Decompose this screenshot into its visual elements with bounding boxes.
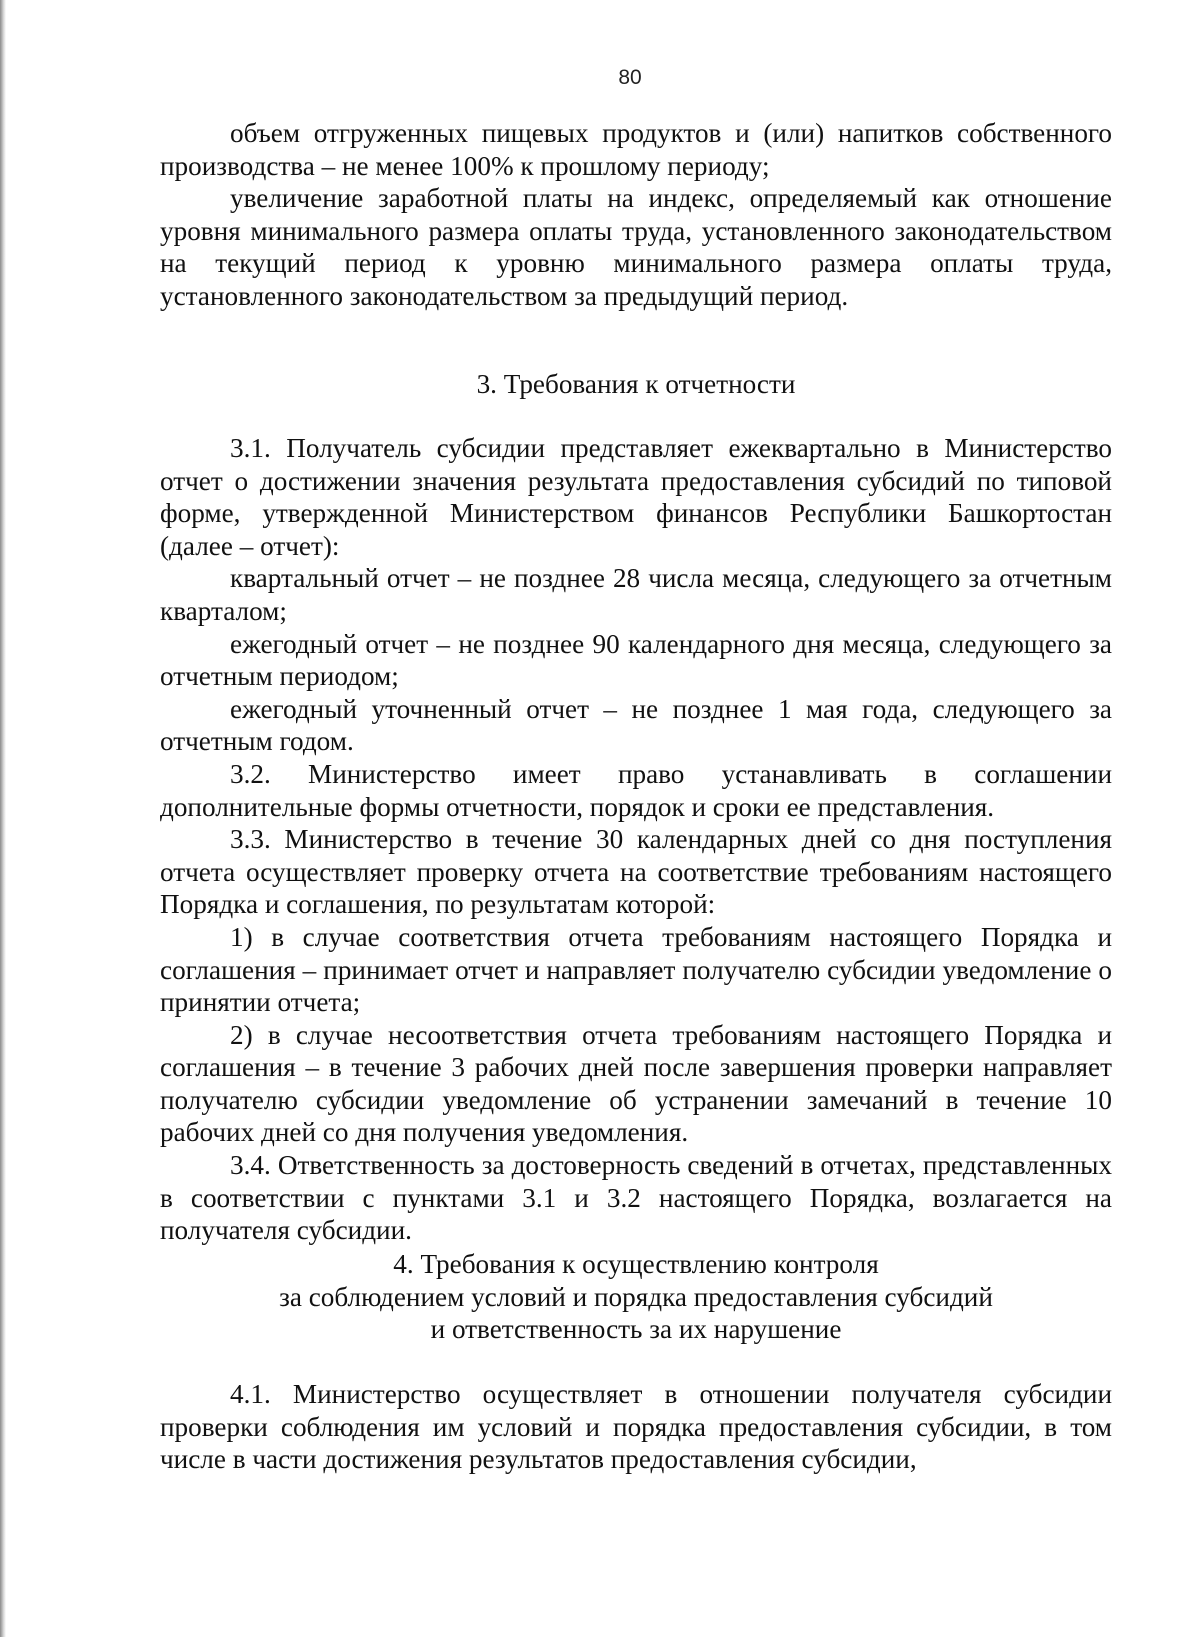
- section-3-body: [160, 432, 1112, 1247]
- paragraph: 3.4. Ответственность за достоверность сведений в отчетах, представленных в соответствии с пунктами 3.1 и 3.2 настоящего Порядка, возлагается на получателя субсидии.: [160, 1150, 1112, 1246]
- section-3-heading: [160, 368, 1112, 401]
- paragraph: 1) в случае соответствия отчета требованиям настоящего Порядка и соглашения – принимает отчет и направляет получателю субсидии уведомление о принятии отчета;: [160, 921, 1112, 1018]
- paragraph: ежегодный отчет – не позднее 90 календарного дня месяца, следующего за отчетным периодом;: [160, 628, 1112, 692]
- page-number: 80: [618, 66, 642, 89]
- paragraph: увеличение заработной платы на индекс, определяемый как отношение уровня минимального размера оплаты труда, установленного законодательством на текущий период к уровню минимального размера оплаты труда, установленного законодательством за предыдущий период.: [160, 183, 1112, 311]
- section-4-heading: [160, 1248, 1112, 1346]
- paragraph: квартальный отчет – не позднее 28 числа месяца, следующего за отчетным кварталом;: [160, 563, 1112, 626]
- paragraph: 4.1. Министерство осуществляет в отношении получателя субсидии проверки соблюдения им условий и порядка предоставления субсидии, в том числе в части достижения результатов предоставления субсидии,: [160, 1379, 1112, 1475]
- section-heading-line: за соблюдением условий и порядка предоставления субсидий: [279, 1281, 993, 1312]
- paragraph: ежегодный уточненный отчет – не позднее 1 мая года, следующего за отчетным годом.: [160, 693, 1112, 757]
- paragraph: объем отгруженных пищевых продуктов и (или) напитков собственного производства – не менее 100% к прошлому периоду;: [160, 118, 1112, 181]
- paragraph: 2) в случае несоответствия отчета требованиям настоящего Порядка и соглашения – в течение 3 рабочих дней после завершения проверки направляет получателю субсидии уведомление об устранении замечаний в течение 10 рабочих дней со дня получения уведомления.: [160, 1019, 1112, 1148]
- scan-edge-shadow: [0, 0, 6, 1637]
- paragraph: 3.1. Получатель субсидии представляет ежеквартально в Министерство отчет о достижении значения результата предоставления субсидий по типовой форме, утвержденной Министерством финансов Республики Башкортостан (далее – отчет):: [160, 433, 1112, 561]
- paragraph: 3.3. Министерство в течение 30 календарных дней со дня поступления отчета осуществляет проверку отчета на соответствие требованиям настоящего Порядка и соглашения, по результатам которой:: [160, 824, 1112, 920]
- section-heading-line: 4. Требования к осуществлению контроля: [393, 1249, 879, 1279]
- paragraph: 3.2. Министерство имеет право устанавливать в соглашении дополнительные формы отчетности, порядок и сроки ее представления.: [160, 758, 1112, 822]
- section-heading-line: 3. Требования к отчетности: [476, 369, 796, 399]
- section-4-body: [160, 1378, 1112, 1476]
- intro-text: [160, 117, 1112, 313]
- section-heading-line: и ответственность за их нарушение: [430, 1314, 842, 1345]
